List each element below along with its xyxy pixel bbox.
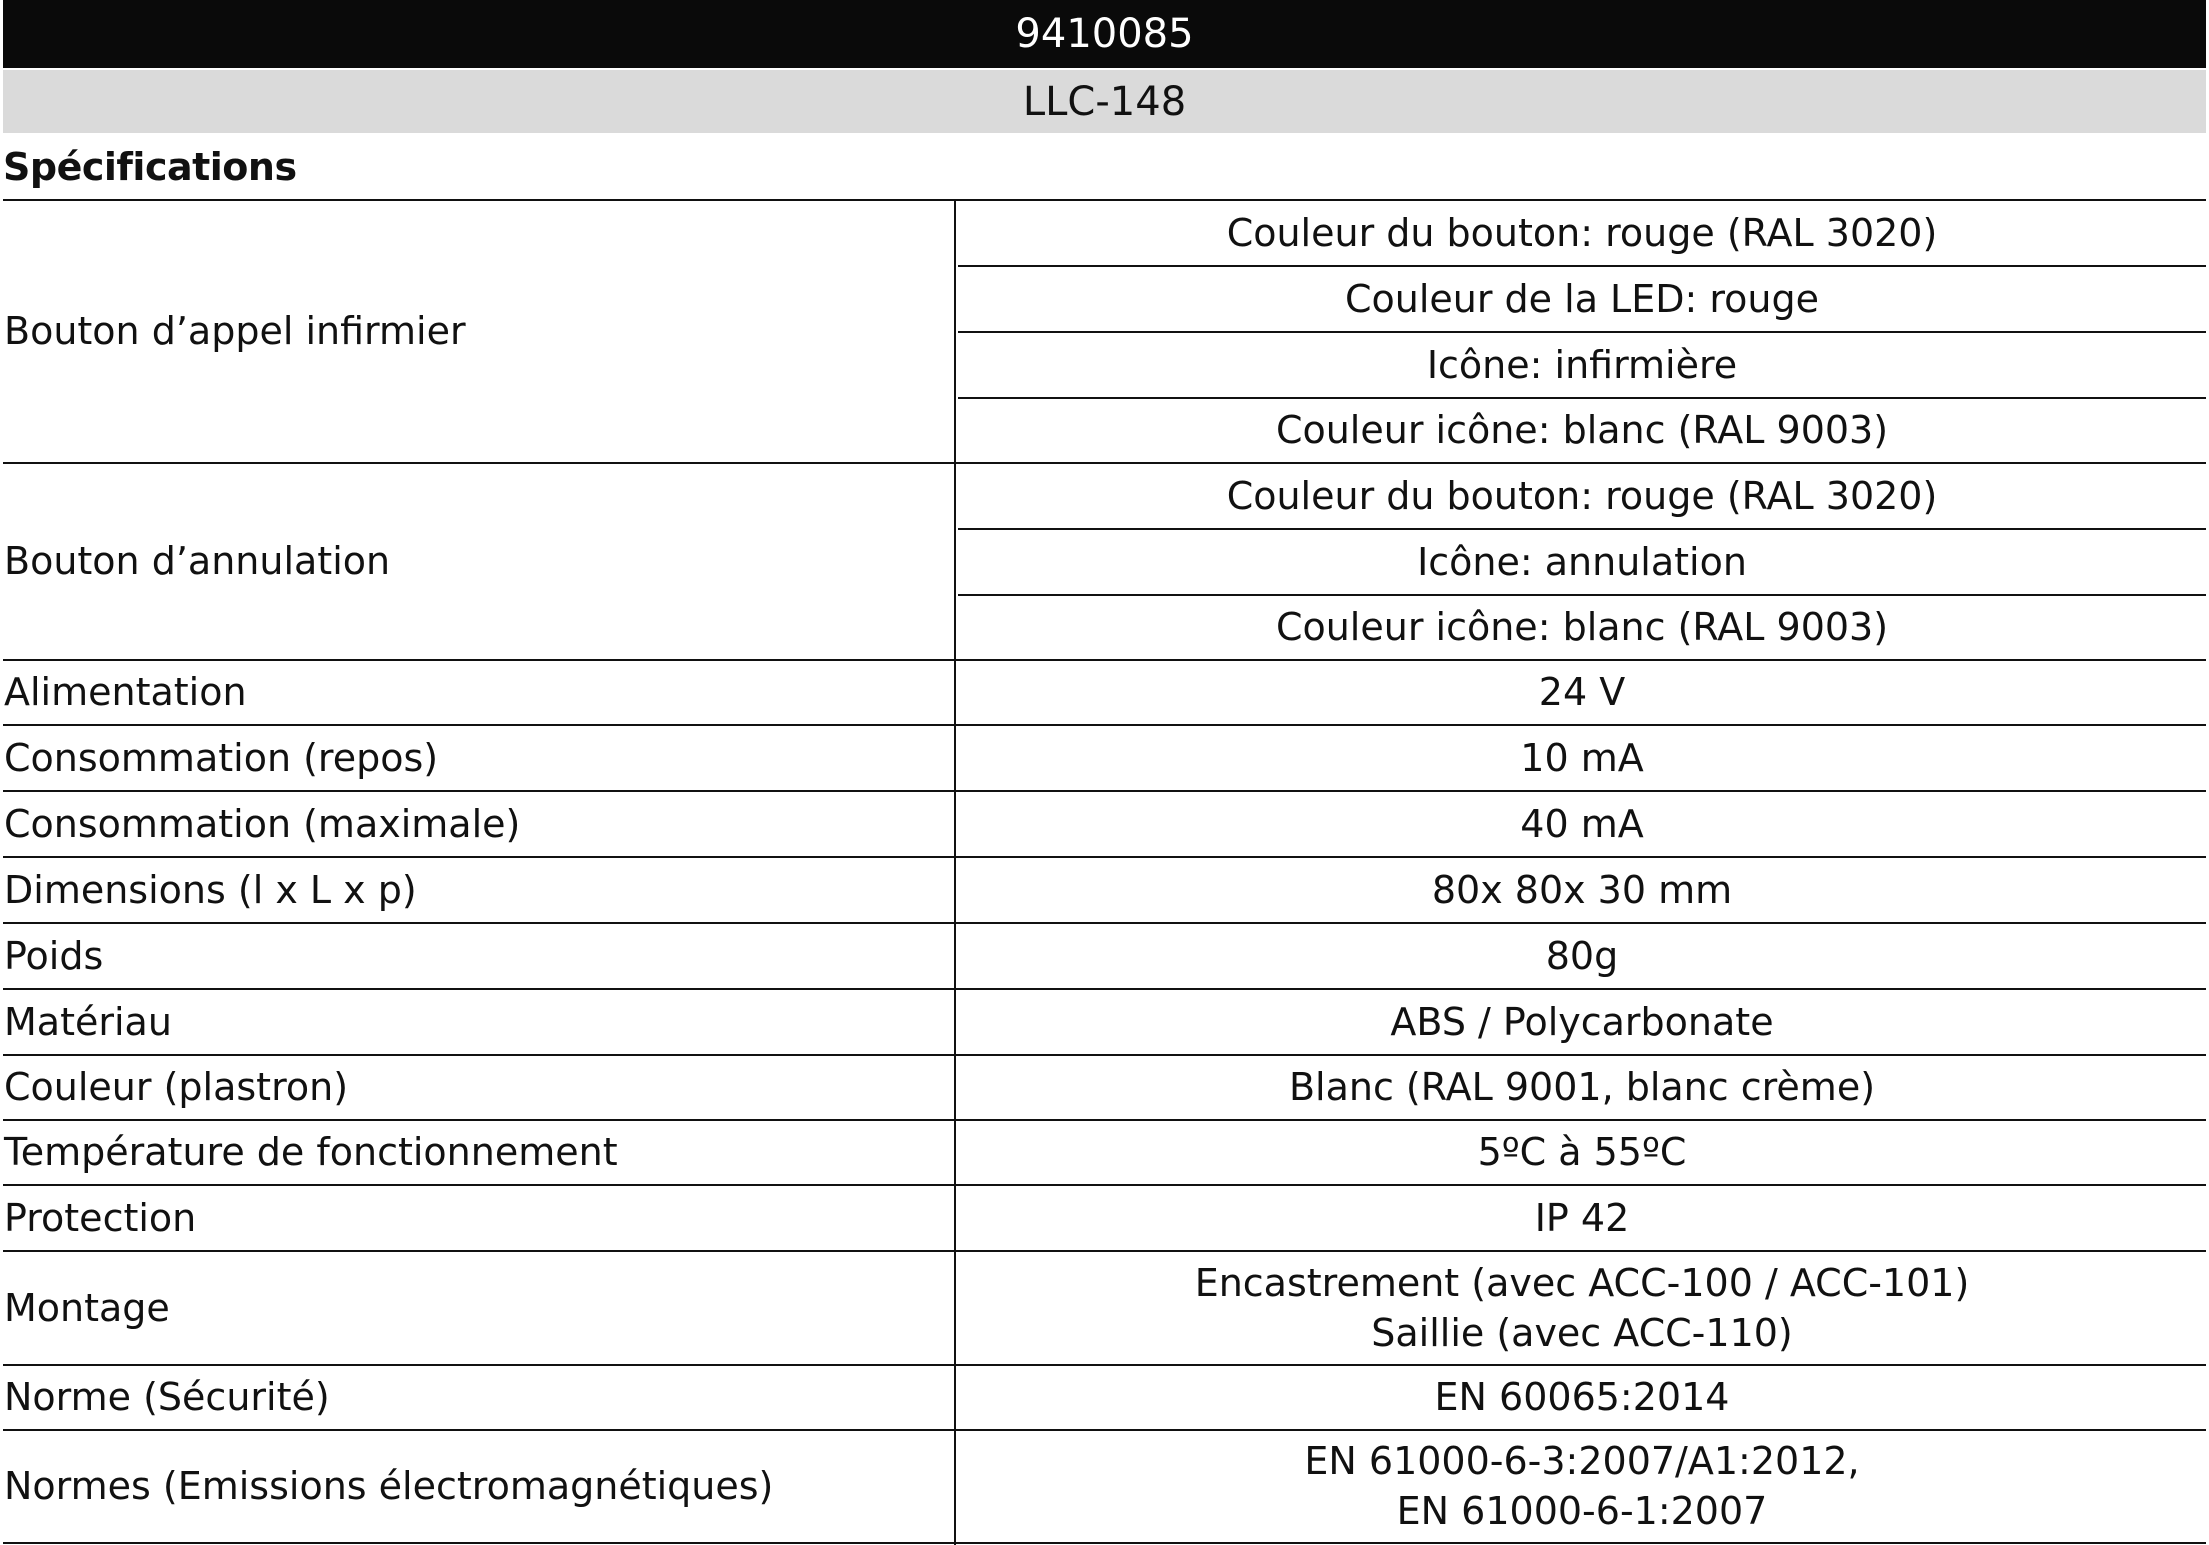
spec-label: Norme (Sécurité) xyxy=(4,1375,330,1419)
spec-value-line: EN 61000-6-3:2007/A1:2012, xyxy=(1304,1439,1860,1483)
row-divider xyxy=(3,1542,2206,1544)
spec-value-line: Encastrement (avec ACC-100 / ACC-101) xyxy=(1194,1260,1970,1305)
spec-value: IP 42 xyxy=(1534,1195,1630,1240)
spec-label: Bouton d’annulation xyxy=(4,539,391,583)
spec-value: 80g xyxy=(1545,933,1619,978)
spec-value: EN 60065:2014 xyxy=(1434,1375,1730,1419)
spec-value: Blanc (RAL 9001, blanc crème) xyxy=(1288,1065,1876,1109)
spec-value-line: EN 61000-6-1:2007 xyxy=(1396,1489,1768,1533)
section-title: Spécifications xyxy=(3,145,297,189)
spec-label: Protection xyxy=(4,1195,197,1240)
product-code: 9410085 xyxy=(3,0,2206,68)
model-name: LLC-148 xyxy=(3,70,2206,133)
spec-label: Poids xyxy=(4,933,104,978)
spec-value-line: Saillie (avec ACC-110) xyxy=(1371,1310,1793,1355)
spec-value: Couleur icône: blanc (RAL 9003) xyxy=(1275,605,1889,649)
spec-value: 40 mA xyxy=(1520,801,1644,846)
spec-label: Température de fonctionnement xyxy=(4,1130,618,1174)
spec-label: Dimensions (l x L x p) xyxy=(4,867,417,912)
spec-label: Couleur (plastron) xyxy=(4,1065,349,1109)
spec-label: Consommation (repos) xyxy=(4,735,439,780)
spec-value: Couleur du bouton: rouge (RAL 3020) xyxy=(1226,210,1938,255)
spec-value: ABS / Polycarbonate xyxy=(1390,999,1774,1044)
spec-value: 24 V xyxy=(1538,670,1626,714)
spec-value: 80x 80x 30 mm xyxy=(1431,867,1733,912)
spec-label: Montage xyxy=(4,1285,170,1330)
spec-label: Alimentation xyxy=(4,670,247,714)
spec-value: Couleur icône: blanc (RAL 9003) xyxy=(1275,408,1889,452)
spec-value: 5ºC à 55ºC xyxy=(1477,1130,1687,1174)
spec-value-multiline xyxy=(958,1430,2206,1542)
column-divider xyxy=(954,200,956,1545)
spec-label: Bouton d’appel infirmier xyxy=(4,309,466,353)
spec-value-multiline xyxy=(958,1251,2206,1364)
spec-label: Normes (Emissions électromagnétiques) xyxy=(4,1464,774,1508)
spec-value: Couleur du bouton: rouge (RAL 3020) xyxy=(1226,473,1938,518)
spec-value: Icône: annulation xyxy=(1417,539,1747,584)
spec-value: Couleur de la LED: rouge xyxy=(1344,276,1820,321)
spec-label: Consommation (maximale) xyxy=(4,801,521,846)
spec-value: 10 mA xyxy=(1520,735,1644,780)
spec-value: Icône: infirmière xyxy=(1426,342,1738,387)
spec-label: Matériau xyxy=(4,999,172,1044)
